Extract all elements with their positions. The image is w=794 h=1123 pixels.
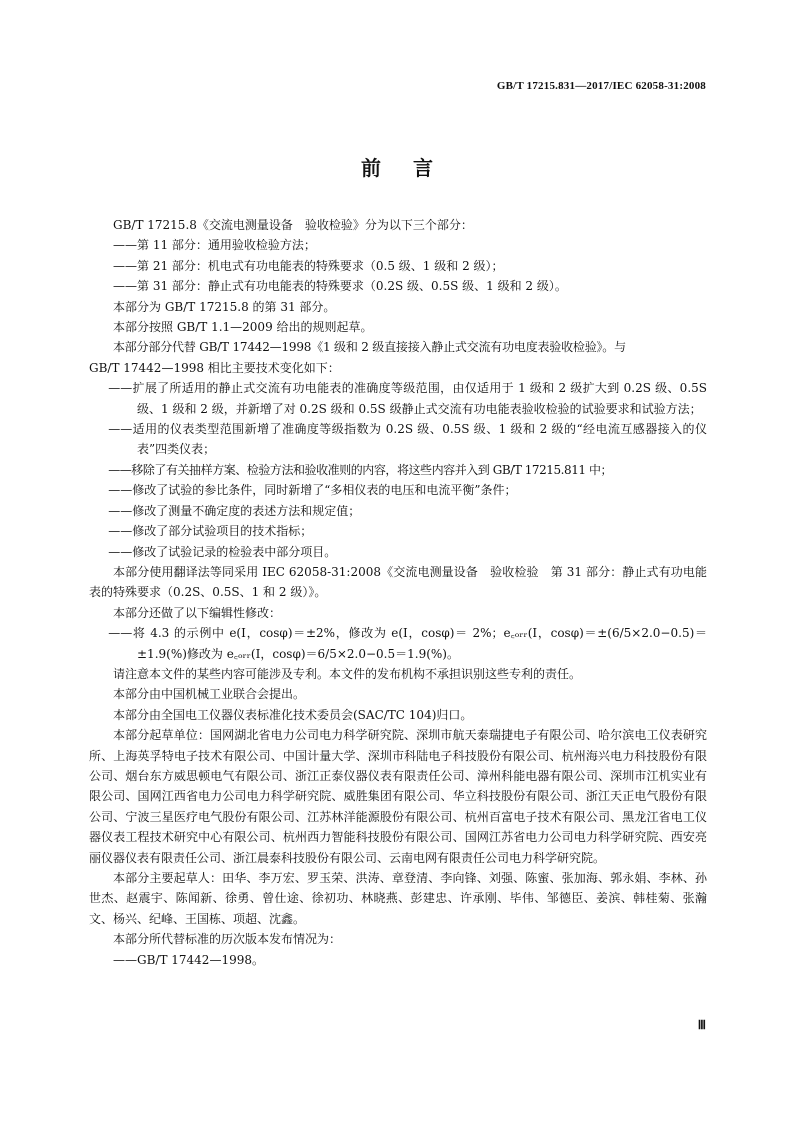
paragraph-drafting-units: 本部分起草单位：国网湖北省电力公司电力科学研究院、深圳市航天泰瑞捷电子有限公司、哈尔滨电工仪表研究所、上海英孚特电子技术有限公司、中国计量大学、深圳市科陆电子科技股份有限公司、杭州海兴电力科技股份有限公司、烟台东方威思顿电气有限公司、浙江正泰仪器仪表有限责任公司、漳州科能电器有限公司、深圳市江机实业有限公司、国网江西省电力公司电力科学研究院、威胜集团有限公司、华立科技股份有限公司、浙江天正电气股份有限公司、宁波三星医疗电气股份有限公司、江苏林洋能源股份有限公司、杭州百富电子技术有限公司、黑龙江省电工仪器仪表工程技术研究中心有限公司、杭州西力智能科技股份有限公司、国网江苏省电力公司电力科学研究院、西安亮丽仪器仪表有限责任公司、浙江晨泰科技股份有限公司、云南电网有限责任公司电力科学研究院。 [89,728,707,865]
paragraph-editorial-intro: 本部分还做了以下编辑性修改： [113,605,282,620]
list-item-change-5: ——修改了测量不确定度的表述方法和规定值； [108,503,361,518]
paragraph-patent-notice: 请注意本文件的某些内容可能涉及专利。本文件的发布机构不承担识别这些专利的责任。 [113,666,582,681]
paragraph-iec-adoption: 本部分使用翻译法等同采用 IEC 62058-31:2008《交流电测量设备 验收检验 第 31 部分：静止式有功电能表的特殊要求（0.2S、0.5S、1 和 2 级）》。 [89,564,707,600]
list-item-part-31: ——第 31 部分：静止式有功电能表的特殊要求（0.2S 级、0.5S 级、1 级和 2 级）。 [113,279,567,294]
foreword-body [89,215,707,970]
page-number: Ⅲ [697,1018,706,1032]
paragraph-part-statement: 本部分为 GB/T 17215.8 的第 31 部分。 [113,299,336,314]
list-item-part-21: ——第 21 部分：机电式有功电能表的特殊要求（0.5 级、1 级和 2 级）； [113,258,504,273]
list-item-change-2: ——适用的仪表类型范围新增了准确度等级指数为 0.2S 级、0.5S 级、1 级和 2 级的“经电流互感器接入的仪表”四类仪表； [108,422,707,457]
list-item-history: ——GB/T 17442—1998。 [113,952,264,967]
paragraph-under-jurisdiction: 本部分由全国电工仪器仪表标准化技术委员会(SAC/TC 104)归口。 [113,707,473,722]
page-title: 前言 [361,156,465,180]
list-item-change-4: ——修改了试验的参比条件，同时新增了“多相仪表的电压和电流平衡”条件； [108,483,517,498]
list-item-change-7: ——修改了试验记录的检验表中部分项目。 [108,544,337,559]
list-item-change-3: ——移除了有关抽样方案、检验方法和验收准则的内容，将这些内容并入到 GB/T 17215.811 中； [108,462,613,477]
paragraph-replaces: 本部分部分代替 GB/T 17442—1998《1 级和 2 级直接接入静止式交流有功电度表验收检验》。与 [113,340,626,355]
standard-number-header: GB/T 17215.831—2017/IEC 62058-31:2008 [496,80,706,92]
paragraph-history-intro: 本部分所代替标准的历次版本发布情况为： [113,932,342,947]
list-item-editorial-change: ——将 4.3 的示例中 e(I，cosφ)＝±2%，修改为 e(I，cosφ)＝ 2%；e꜀ₒᵣᵣ(I，cosφ)＝±(6/5×2.0−0.5)＝±1.9(%)修改为 e꜀ₒᵣᵣ(I，cosφ)＝6/5×2.0−0.5＝1.9(%)。 [108,626,707,661]
paragraph-drafters: 本部分主要起草人：田华、李万宏、罗玉荣、洪涛、章登清、李向锋、刘强、陈蜜、张加海、郭永娟、李林、孙世杰、赵震宇、陈闻新、徐勇、曾仕途、徐初功、林晓燕、彭建忠、许承刚、毕伟、邹德臣、姜滨、韩桂菊、张瀚文、杨兴、纪峰、王国栋、项超、沈鑫。 [89,871,707,926]
list-item-change-6: ——修改了部分试验项目的技术指标； [108,524,313,539]
list-item-part-11: ——第 11 部分：通用验收检验方法； [113,238,316,253]
list-item-change-1: ——扩展了所适用的静止式交流有功电能表的准确度等级范围，由仅适用于 1 级和 2 级扩大到 0.2S 级、0.5S 级、1 级和 2 级，并新增了对 0.2S 级和 0.5S 级静止式交流有功电能表验收检验的试验要求和试验方法； [108,381,707,416]
paragraph-parts-intro: GB/T 17215.8《交流电测量设备 验收检验》分为以下三个部分： [113,218,473,232]
paragraph-replaces-cont: GB/T 17442—1998 相比主要技术变化如下： [89,360,340,375]
paragraph-proposed-by: 本部分由中国机械工业联合会提出。 [113,687,306,702]
paragraph-drafting-rules: 本部分按照 GB/T 1.1—2009 给出的规则起草。 [113,320,373,335]
